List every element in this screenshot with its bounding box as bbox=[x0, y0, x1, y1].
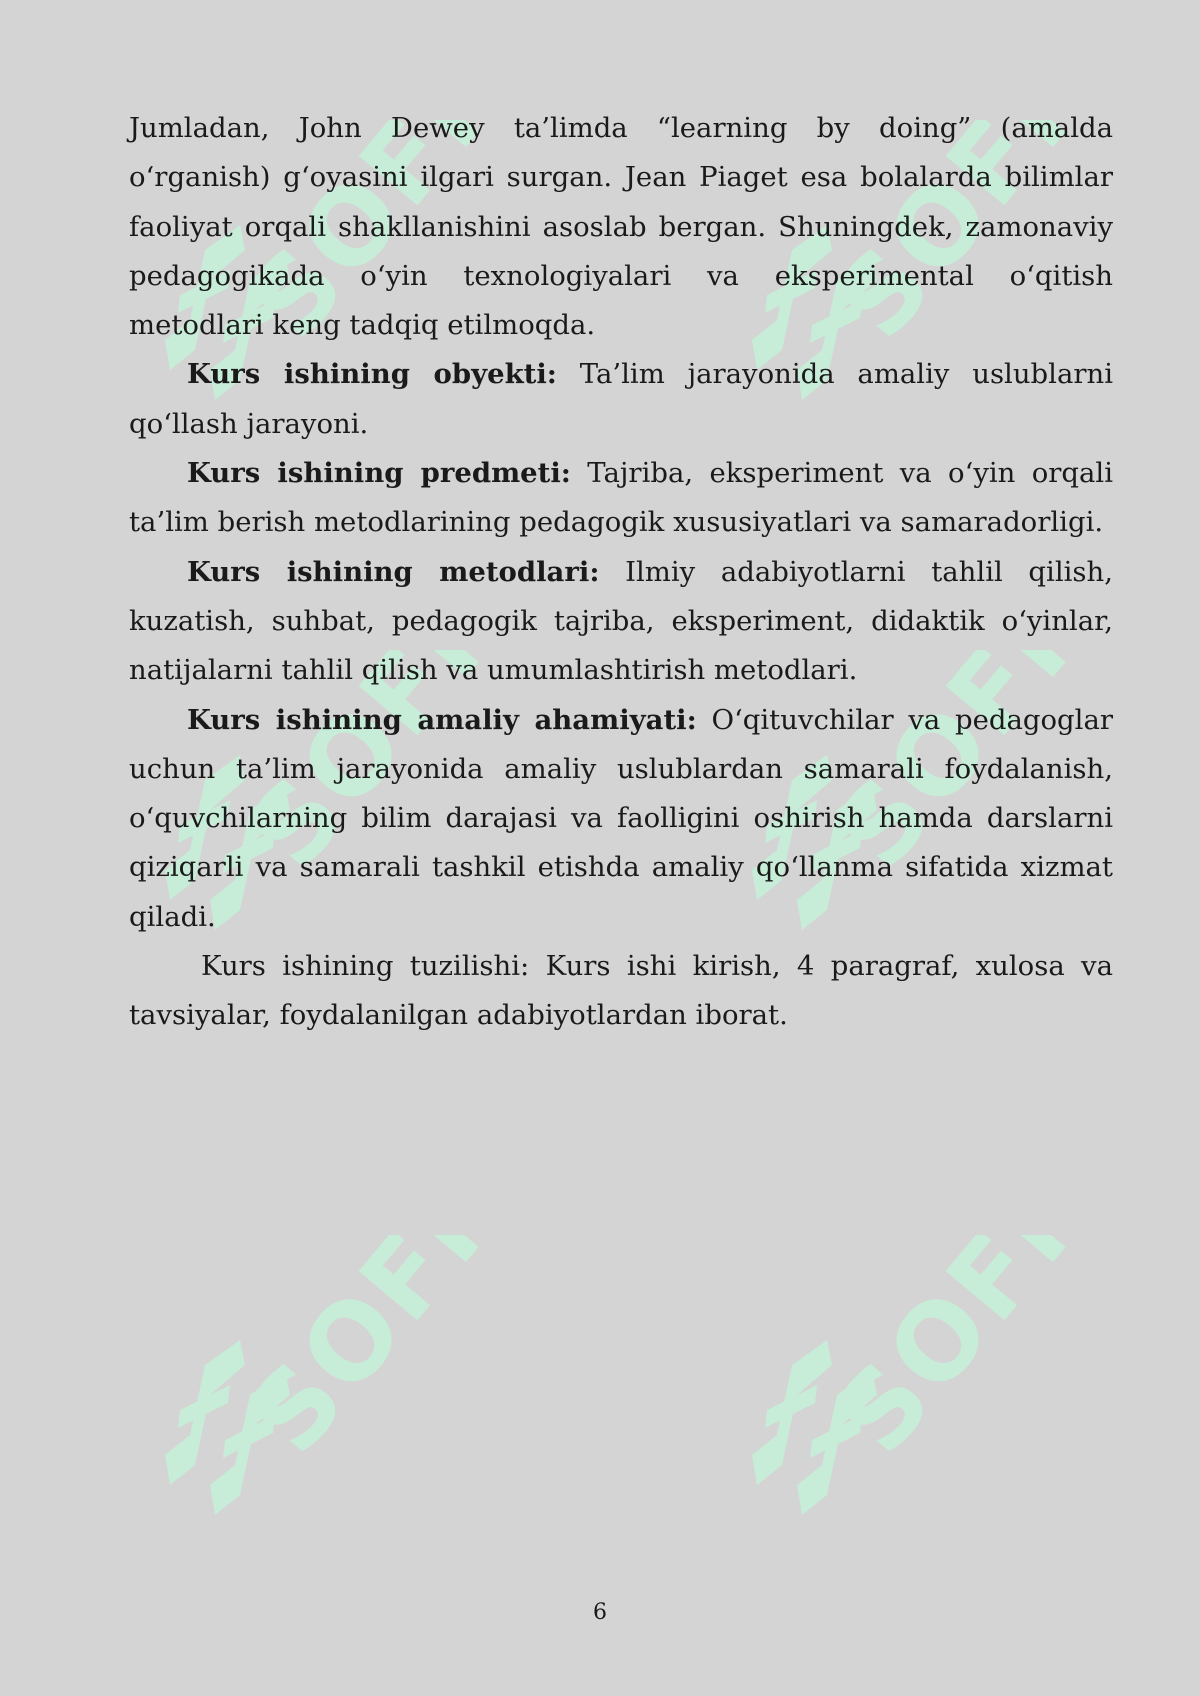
object-text: Ta’lim jarayonida amaliy uslublarni qo‘llash jarayoni. bbox=[129, 358, 1114, 440]
subject-paragraph bbox=[129, 449, 1113, 548]
soff-watermark-logo bbox=[150, 1235, 510, 1535]
subject-text: Tajriba, eksperiment va o‘yin orqali ta’lim berish metodlarining pedagogik xususiyatlari va samaradorligi. bbox=[129, 457, 1113, 539]
object-label: Kurs ishining obyekti: bbox=[187, 358, 557, 391]
methods-paragraph bbox=[129, 548, 1113, 696]
page-number: 6 bbox=[593, 1600, 607, 1625]
methods-text: Ilmiy adabiyotlarni tahlil qilish, kuzatish, suhbat, pedagogik tajriba, eksperiment, didaktik o‘yinlar, natijalarni tahlil qilish va umumlashtirish metodlari. bbox=[129, 555, 1113, 687]
intro-paragraph: Jumladan, John Dewey ta’limda “learning by doing” (amalda o‘rganish) g‘oyasini ilgari surgan. Jean Piaget esa bolalarda bilimlar faoliyat orqali shakllanishini asoslab bergan. Shuningdek, zamonaviy pedagogikada o‘yin texnologiyalari va eksperimental o‘qitish metodlari keng tadqiq etilmoqda. bbox=[129, 112, 1113, 342]
document-body bbox=[129, 104, 1113, 1041]
significance-label: Kurs ishining amaliy ahamiyati: bbox=[187, 703, 697, 736]
structure-paragraph: Kurs ishining tuzilishi: Kurs ishi kirish, 4 paragraf, xulosa va tavsiyalar, foydalanilgan adabiyotlardan iborat. bbox=[129, 950, 1113, 1032]
methods-label: Kurs ishining metodlari: bbox=[187, 555, 600, 588]
object-paragraph bbox=[129, 350, 1113, 449]
subject-label: Kurs ishining predmeti: bbox=[187, 457, 571, 490]
significance-paragraph bbox=[129, 696, 1113, 942]
soff-watermark-logo bbox=[737, 1235, 1097, 1535]
significance-text: O‘qituvchilar va pedagoglar uchun ta’lim jarayonida amaliy uslublardan samarali foydalanish, o‘quvchilarning bilim darajasi va faolligini oshirish hamda darslarni qiziqarli va samarali tashkil etishda amaliy qo‘llanma sifatida xizmat qiladi. bbox=[129, 703, 1113, 933]
